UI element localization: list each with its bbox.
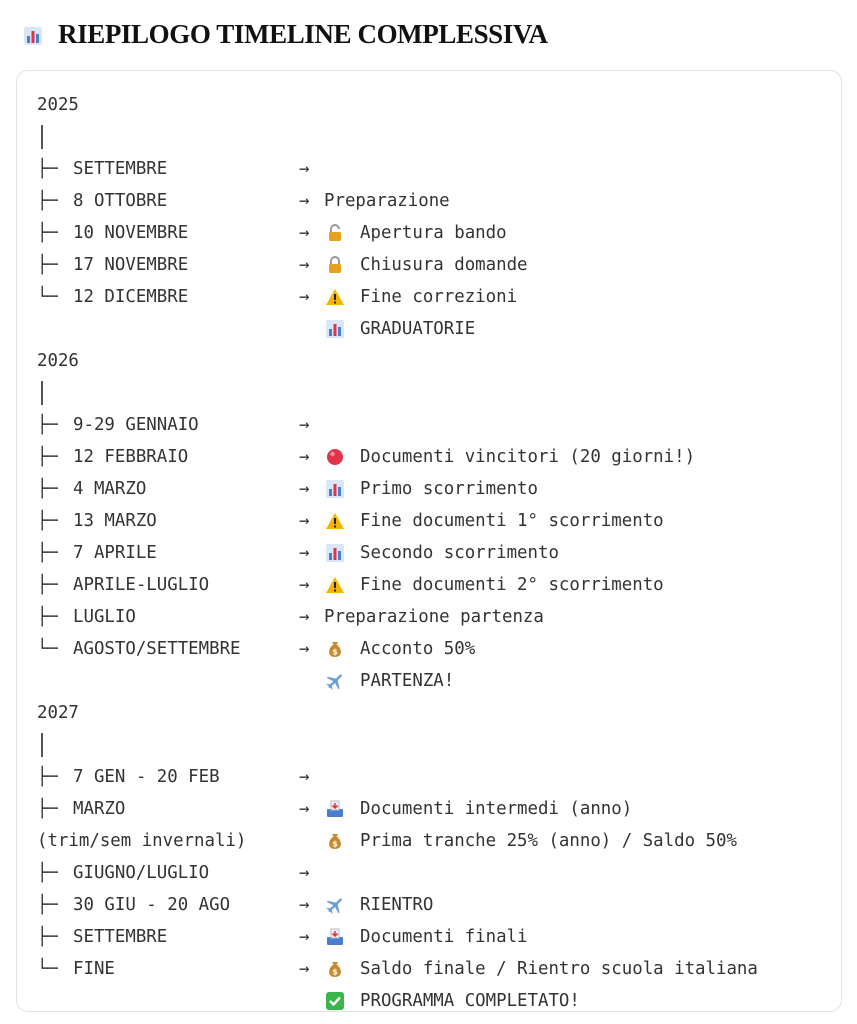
timeline-date: 30 GIU - 20 AGO [73,895,231,915]
arrow-glyph: → [299,543,310,563]
page-title [20,14,548,54]
tree-branch: ├─ [37,799,58,819]
arrow-glyph: → [299,927,310,947]
event-text: GRADUATORIE [360,319,476,339]
tree-branch: └─ [37,959,58,979]
svg-text:$: $ [332,647,338,657]
event-text: Fine documenti 2° scorrimento [360,575,664,595]
arrow-glyph: → [299,863,310,883]
timeline-code-block [16,70,842,1012]
tree-branch: ├─ [37,863,58,883]
timeline-date: 7 GEN - 20 FEB [73,767,220,787]
bar-chart-icon [20,22,46,46]
bar-chart-icon [324,318,346,340]
arrow-glyph: → [299,575,310,595]
tree-branch: ├─ [37,255,58,275]
timeline-date: 12 FEBBRAIO [73,447,189,467]
event-text: Preparazione [324,191,450,211]
arrow-glyph: → [299,287,310,307]
timeline-row [37,569,827,627]
event-text: Documenti vincitori (20 giorni!) [360,447,696,467]
timeline-date: 12 DICEMBRE [73,287,189,307]
year-label: 2027 [37,703,79,723]
event-text: Secondo scorrimento [360,543,559,563]
timeline-date: SETTEMBRE [73,159,168,179]
tree-branch: ├─ [37,543,58,563]
arrow-glyph: → [299,191,310,211]
timeline-date: APRILE-LUGLIO [73,575,210,595]
airplane-icon [324,670,346,692]
tree-branch: ├─ [37,447,58,467]
event-text: Documenti intermedi (anno) [360,799,633,819]
page-title-text: RIEPILOGO TIMELINE COMPLESSIVA [58,18,548,49]
arrow-glyph: → [299,607,310,627]
tree-branch: ├─ [37,607,58,627]
timeline-row [37,633,827,691]
arrow-glyph: → [299,415,310,435]
timeline-date: 8 OTTOBRE [73,191,168,211]
timeline-date: AGOSTO/SETTEMBRE [73,639,241,659]
arrow-glyph: → [299,767,310,787]
arrow-glyph: → [299,223,310,243]
timeline-date: 13 MARZO [73,511,157,531]
arrow-glyph: → [299,479,310,499]
event-text: PARTENZA! [360,671,455,691]
event-text: Fine documenti 1° scorrimento [360,511,664,531]
event-text: PROGRAMMA COMPLETATO! [360,991,580,1011]
tree-branch: ├─ [37,511,58,531]
tree-branch: ├─ [37,415,58,435]
tree-branch: ├─ [37,895,58,915]
event-text: Fine correzioni [360,287,518,307]
tree-connector [41,125,43,149]
tree-branch: ├─ [37,223,58,243]
tree-branch: ├─ [37,575,58,595]
svg-text:$: $ [332,967,338,977]
timeline-event [324,825,737,857]
arrow-glyph: → [299,511,310,531]
timeline-date: SETTEMBRE [73,927,168,947]
tree-branch: ├─ [37,927,58,947]
timeline-date: 9-29 GENNAIO [73,415,199,435]
event-text: Apertura bando [360,223,507,243]
timeline-row [37,281,827,339]
tree-branch: └─ [37,287,58,307]
timeline-date: FINE [73,959,115,979]
timeline-event [324,665,454,697]
tree-branch: └─ [37,639,58,659]
year-label: 2026 [37,351,79,371]
check-icon [324,990,346,1012]
arrow-glyph: → [299,447,310,467]
event-text: Primo scorrimento [360,479,538,499]
timeline-event [324,985,580,1017]
arrow-glyph: → [299,959,310,979]
tree-connector [41,733,43,757]
event-text: Documenti finali [360,927,528,947]
tree-branch: ├─ [37,767,58,787]
tree-branch: ├─ [37,191,58,211]
timeline-row [37,953,827,1011]
money-bag-icon [324,830,346,852]
event-text: Acconto 50% [360,639,476,659]
timeline-date: GIUGNO/LUGLIO [73,863,210,883]
arrow-glyph: → [299,799,310,819]
event-text: Saldo finale / Rientro scuola italiana [360,959,758,979]
timeline-date: 7 APRILE [73,543,157,563]
timeline-event [324,313,475,345]
tree-connector [41,381,43,405]
event-text: RIENTRO [360,895,434,915]
event-text: Prima tranche 25% (anno) / Saldo 50% [360,831,737,851]
tree-branch: ├─ [37,159,58,179]
timeline-date: MARZO [73,799,126,819]
timeline-date: 10 NOVEMBRE [73,223,189,243]
arrow-glyph: → [299,255,310,275]
arrow-glyph: → [299,639,310,659]
arrow-glyph: → [299,895,310,915]
timeline-date: LUGLIO [73,607,136,627]
tree-branch: ├─ [37,479,58,499]
event-text-wrap: (trim/sem invernali) [37,831,247,851]
svg-text:$: $ [332,839,338,849]
year-label: 2025 [37,95,79,115]
timeline-date: 17 NOVEMBRE [73,255,189,275]
arrow-glyph: → [299,159,310,179]
timeline-date: 4 MARZO [73,479,147,499]
event-text: Chiusura domande [360,255,528,275]
event-text: Preparazione partenza [324,607,544,627]
